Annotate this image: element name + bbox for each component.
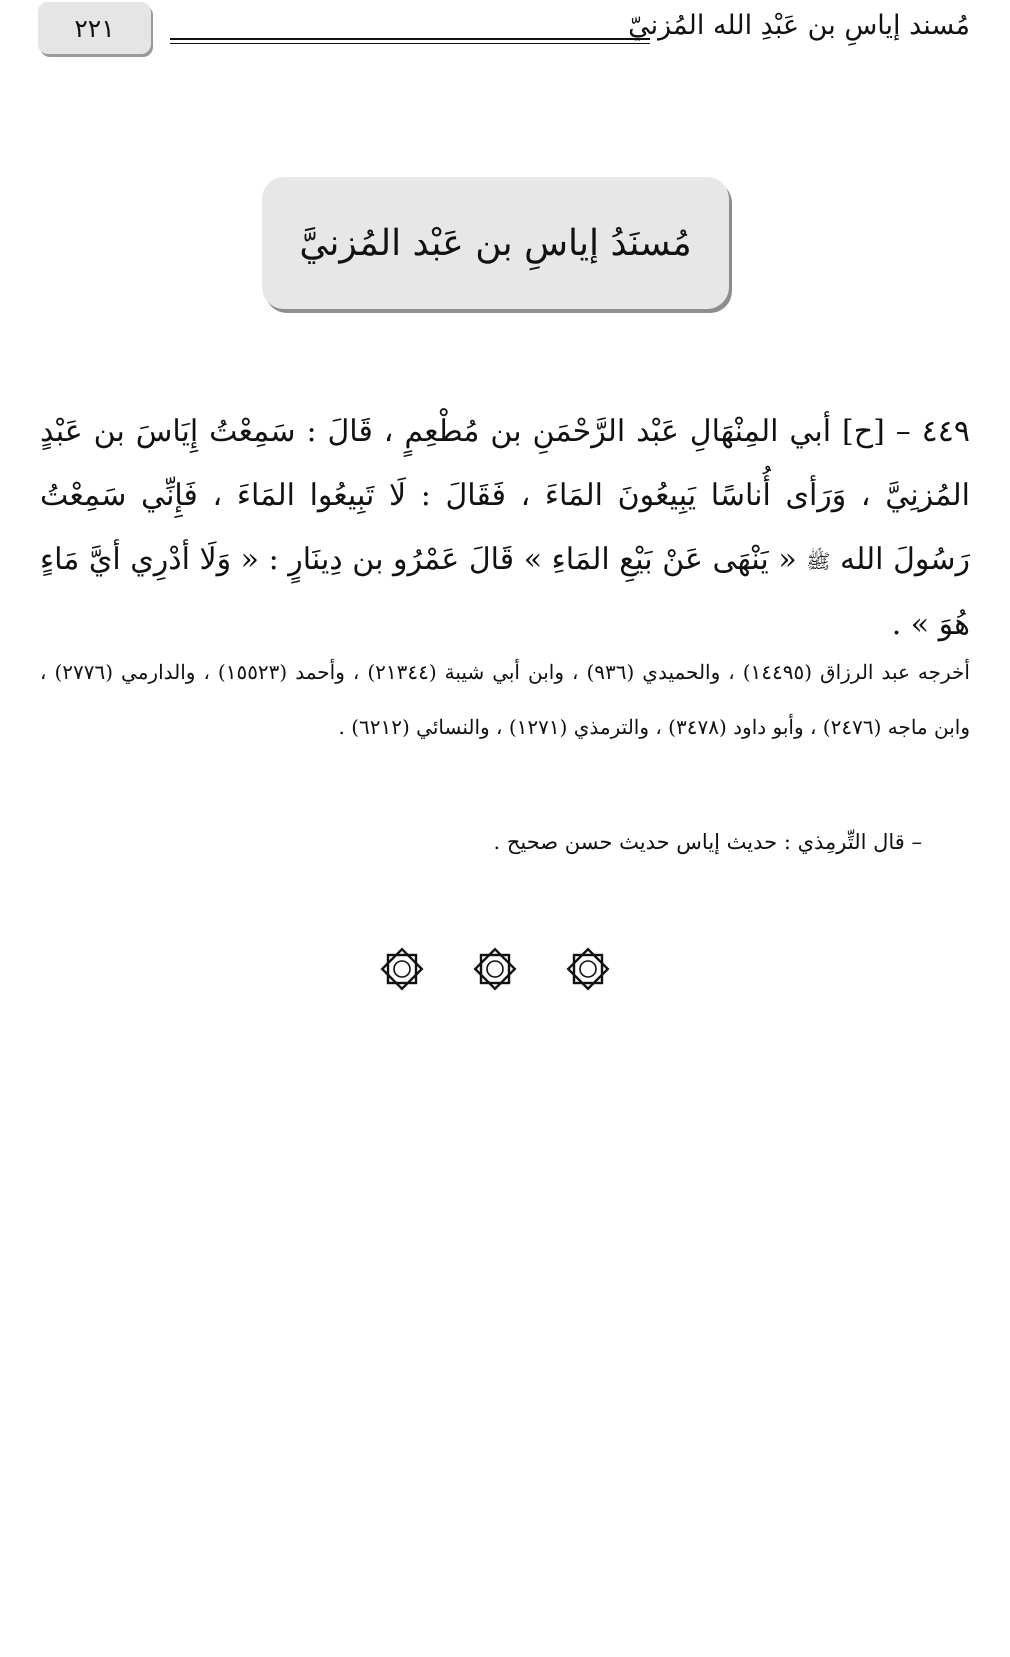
hadith-number: ٤٤٩ <box>921 414 970 449</box>
eight-pointed-star-icon <box>380 947 424 991</box>
section-title: مُسنَدُ إياسِ بن عَبْد المُزنيَّ <box>262 177 729 309</box>
hadith-text <box>40 400 970 657</box>
header-rule <box>170 38 650 40</box>
grading-note: – قال التِّرمِذي : حديث إياس حديث حسن صحيح . <box>493 830 922 854</box>
eight-pointed-star-icon <box>473 947 517 991</box>
running-title: مُسند إياسِ بن عَبْدِ الله المُزنيّ <box>628 10 970 41</box>
takhrij-note: أخرجه عبد الرزاق (١٤٤٩٥) ، والحميدي (٩٣٦) ، وابن أبي شيبة (٢١٣٤٤) ، وأحمد (١٥٥٢٣) ، والدارمي (٢٧٧٦) ، وابن ماجه (٢٤٧٦) ، وأبو داود (٣٤٧٨) ، والترمذي (١٢٧١) ، والنسائي (٦٢١٢) . <box>40 660 970 739</box>
eight-pointed-star-icon <box>566 947 610 991</box>
page-number: ٢٢١ <box>38 2 151 54</box>
ornament-divider <box>380 944 610 994</box>
page-header <box>0 0 1010 70</box>
hadith-text-part-2: « يَنْهَى عَنْ بَيْعِ المَاءِ » قَالَ عَمْرُو بن دِينَارٍ : « وَلَا أدْرِي أيَّ مَاءٍ هُوَ » . <box>40 542 970 642</box>
honorific-glyph: ﷺ <box>806 549 831 573</box>
hadith-text-part-1: – [ح] أبي المِنْهَالِ عَبْد الرَّحْمَنِ بن مُطْعِمٍ ، قَالَ : سَمِعْتُ إِيَاسَ بن عَبْدٍ المُزنِيَّ ، وَرَأى أُناسًا يَبِيعُونَ المَاءَ ، فَقَالَ : لَا تَبِيعُوا المَاءَ ، فَإِنِّي سَمِعْتُ رَسُولَ الله <box>40 414 970 577</box>
